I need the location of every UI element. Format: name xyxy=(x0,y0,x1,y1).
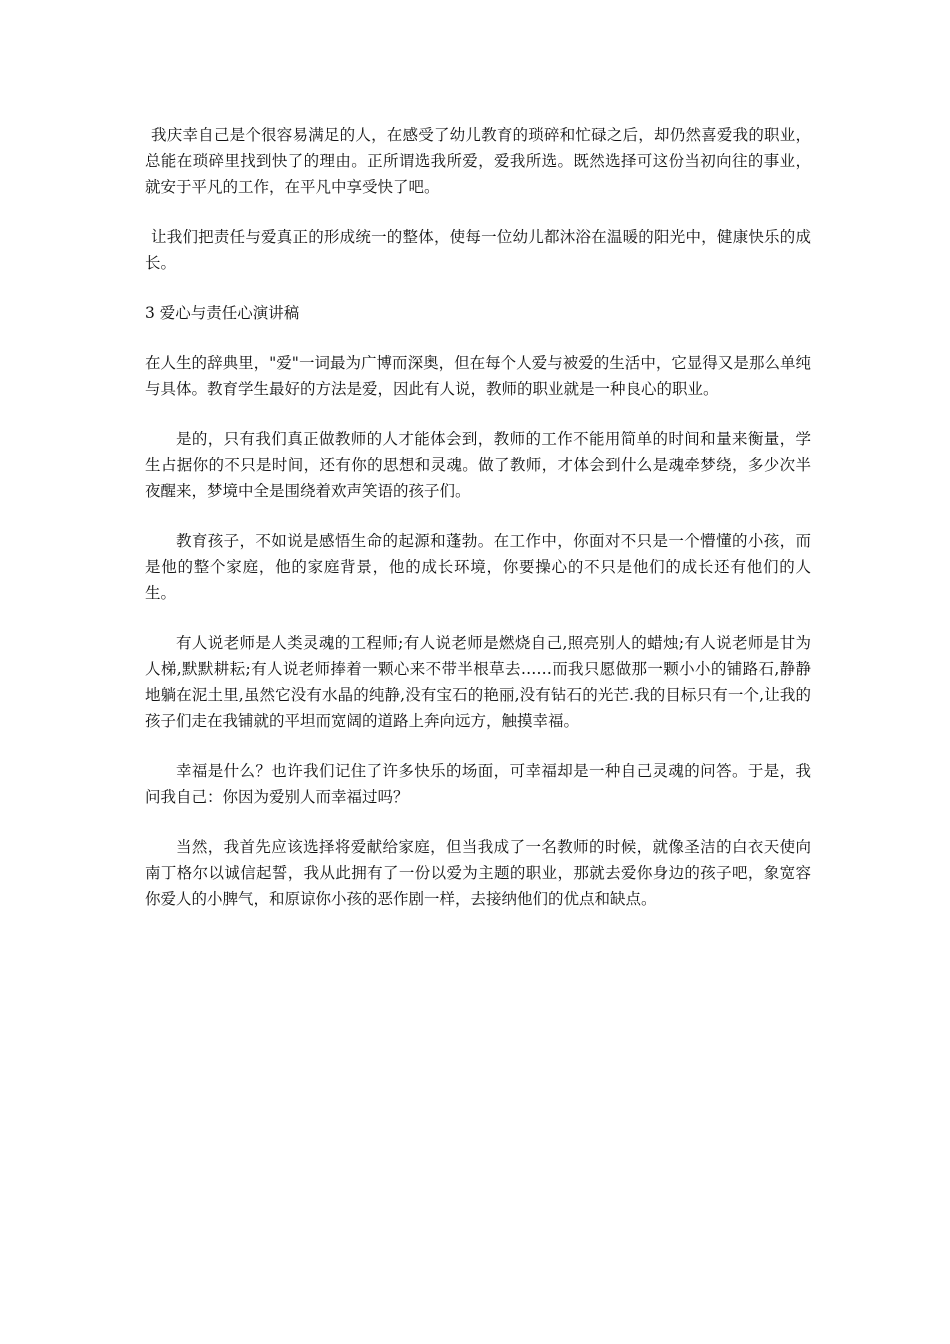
paragraph-4: 在人生的辞典里，"爱"一词最为广博而深奥，但在每个人爱与被爱的生活中，它显得又是那么单纯与具体。教育学生最好的方法是爱，因此有人说，教师的职业就是一种良心的职业。 xyxy=(145,354,811,398)
paragraph-2: 让我们把责任与爱真正的形成统一的整体，使每一位幼儿都沐浴在温暖的阳光中，健康快乐的成长。 xyxy=(145,228,811,272)
paragraph-8: 幸福是什么？也许我们记住了许多快乐的场面，可幸福却是一种自己灵魂的问答。于是，我问我自己：你因为爱别人而幸福过吗？ xyxy=(145,762,811,806)
document-body xyxy=(145,122,811,936)
paragraph-1: 我庆幸自己是个很容易满足的人，在感受了幼儿教育的琐碎和忙碌之后，却仍然喜爱我的职业，总能在琐碎里找到快了的理由。正所谓选我所爱，爱我所选。既然选择可这份当初向往的事业，就安于平凡的工作，在平凡中享受快了吧。 xyxy=(145,126,811,196)
section-heading: 3 爱心与责任心演讲稿 xyxy=(145,304,300,322)
paragraph-7: 有人说老师是人类灵魂的工程师;有人说老师是燃烧自己,照亮别人的蜡烛;有人说老师是甘为人梯,默默耕耘;有人说老师捧着一颗心来不带半根草去……而我只愿做那一颗小小的铺路石,静静地躺在泥土里,虽然它没有水晶的纯静,没有宝石的艳丽,没有钻石的光芒.我的目标只有一个,让我的孩子们走在我铺就的平坦而宽阔的道路上奔向远方，触摸幸福。 xyxy=(145,634,811,730)
paragraph-9: 当然，我首先应该选择将爱献给家庭，但当我成了一名教师的时候，就像圣洁的白衣天使向南丁格尔以诚信起誓，我从此拥有了一份以爱为主题的职业，那就去爱你身边的孩子吧，象宽容你爱人的小脾气，和原谅你小孩的恶作剧一样，去接纳他们的优点和缺点。 xyxy=(145,838,811,908)
paragraph-6: 教育孩子，不如说是感悟生命的起源和蓬勃。在工作中，你面对不只是一个懵懂的小孩，而是他的整个家庭，他的家庭背景，他的成长环境，你要操心的不只是他们的成长还有他们的人生。 xyxy=(145,532,811,602)
paragraph-5: 是的，只有我们真正做教师的人才能体会到，教师的工作不能用简单的时间和量来衡量，学生占据你的不只是时间，还有你的思想和灵魂。做了教师，才体会到什么是魂牵梦绕，多少次半夜醒来，梦境中全是围绕着欢声笑语的孩子们。 xyxy=(145,430,811,500)
